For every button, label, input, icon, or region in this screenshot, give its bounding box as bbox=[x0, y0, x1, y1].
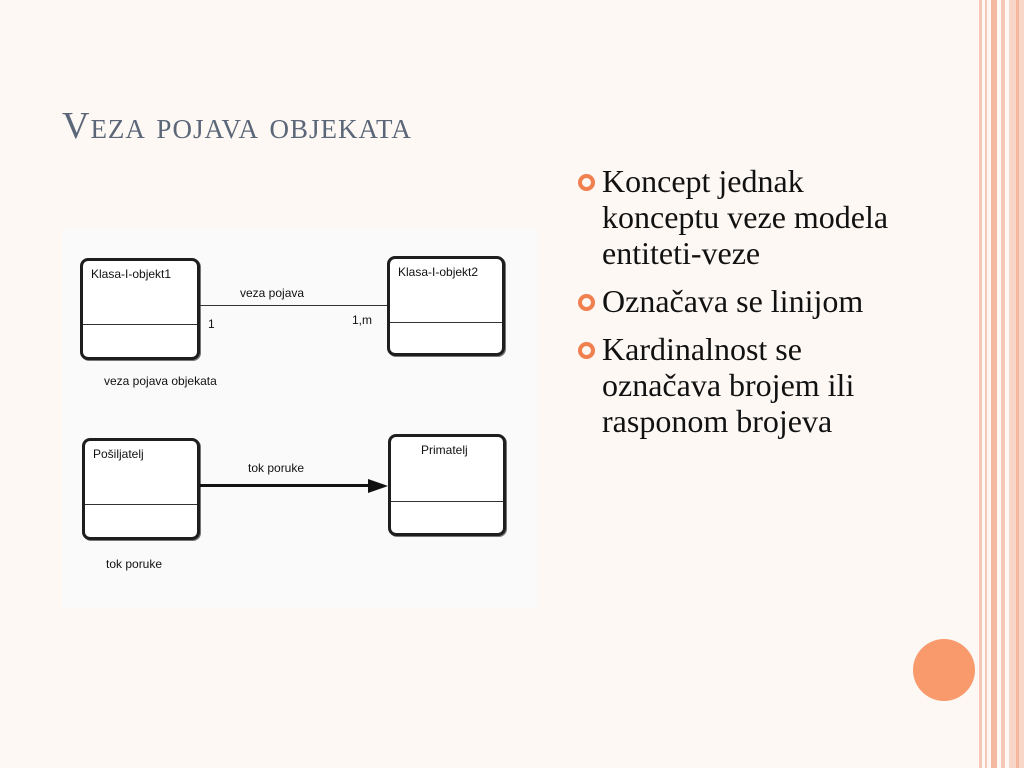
entity-divider bbox=[390, 322, 502, 323]
relationship-line bbox=[200, 305, 387, 306]
entity-name: Klasa-I-objekt1 bbox=[91, 267, 172, 281]
entity-box-posiljatelj bbox=[82, 438, 200, 540]
entity-divider bbox=[391, 501, 503, 502]
entity-name: Pošiljatelj bbox=[93, 447, 144, 461]
decorative-stripe bbox=[985, 0, 987, 768]
slide-title: Veza pojava objekata bbox=[62, 105, 412, 147]
decorative-stripe bbox=[991, 0, 997, 768]
bullet-ring-icon bbox=[578, 294, 595, 311]
bullet-item bbox=[578, 163, 908, 271]
relationship-caption: veza pojava objekata bbox=[104, 374, 217, 388]
relationship-label: veza pojava bbox=[240, 286, 305, 300]
entity-divider bbox=[83, 324, 197, 325]
entity-box-klasa-objekt2 bbox=[387, 256, 505, 356]
entity-name: Klasa-I-objekt2 bbox=[398, 265, 479, 279]
arrowhead-icon bbox=[368, 479, 388, 493]
decorative-stripe bbox=[1016, 0, 1019, 768]
cardinality-b: 1,m bbox=[352, 313, 373, 327]
bullet-text: Kardinalnost se označava brojem ili rasponom brojeva bbox=[602, 331, 855, 439]
decorative-stripe bbox=[979, 0, 982, 768]
message-flow-caption: tok poruke bbox=[106, 557, 163, 571]
entity-box-primatelj bbox=[388, 434, 506, 536]
decorative-circle bbox=[913, 639, 975, 701]
bullet-ring-icon bbox=[578, 174, 595, 191]
decorative-stripe bbox=[1001, 0, 1005, 768]
bullet-text: Označava se linijom bbox=[602, 283, 864, 319]
bullet-list bbox=[578, 163, 908, 451]
bullet-ring-icon bbox=[578, 342, 595, 359]
bullet-item bbox=[578, 283, 908, 319]
bullet-text: Koncept jednak konceptu veze modela entiteti-veze bbox=[602, 163, 889, 271]
cardinality-a: 1 bbox=[208, 317, 215, 331]
message-flow-label: tok poruke bbox=[248, 461, 305, 475]
entity-box-klasa-objekt1 bbox=[80, 258, 200, 360]
uml-diagram-figure bbox=[62, 228, 537, 608]
entity-divider bbox=[85, 504, 197, 505]
message-flow-arrow-line bbox=[200, 484, 370, 487]
entity-name: Primatelj bbox=[421, 443, 468, 457]
bullet-item bbox=[578, 331, 908, 439]
